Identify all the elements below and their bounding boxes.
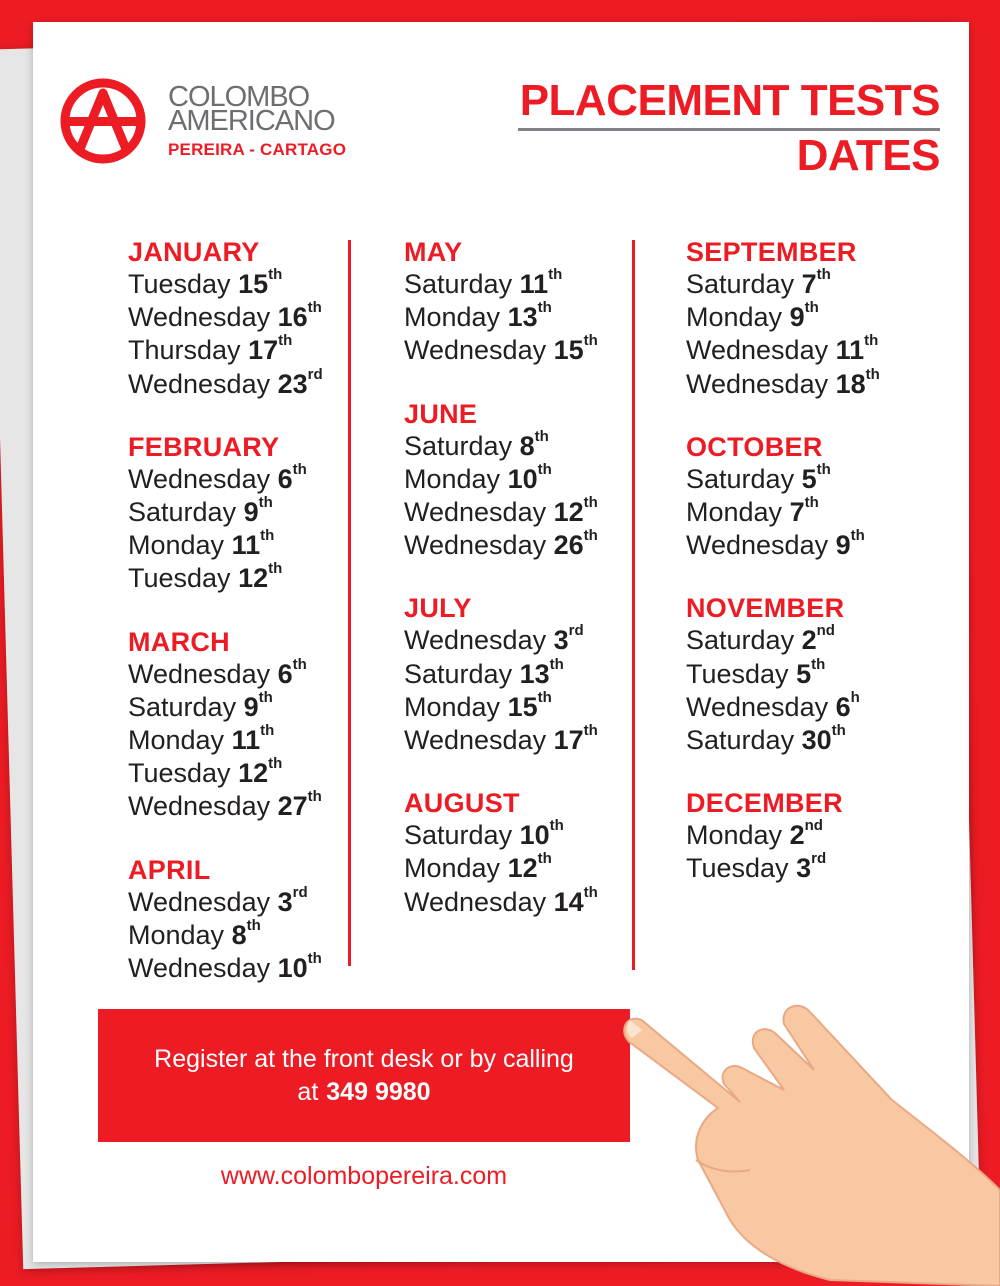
weekday: Saturday <box>686 725 795 756</box>
colombo-americano-logo-icon <box>58 75 148 167</box>
ordinal-suffix: th <box>583 494 598 512</box>
weekday: Monday <box>404 463 501 494</box>
weekday: Saturday <box>686 625 795 656</box>
ordinal-suffix: th <box>583 527 598 545</box>
date-row <box>128 952 323 985</box>
date-row <box>128 496 323 529</box>
day-number: 2 <box>789 820 805 851</box>
day-number: 17 <box>553 725 584 756</box>
date-row <box>404 334 598 367</box>
month-block <box>686 787 880 885</box>
day-number: 15 <box>238 269 269 299</box>
ordinal-suffix: nd <box>816 622 835 640</box>
ordinal-suffix: th <box>865 365 880 383</box>
ordinal-suffix: th <box>292 460 307 478</box>
column-divider-2 <box>632 240 635 970</box>
month-name: MAY <box>404 237 463 267</box>
weekday: Wednesday <box>404 530 547 561</box>
day-number: 12 <box>553 497 584 528</box>
date-row <box>404 427 598 463</box>
weekday: Wednesday <box>128 463 271 494</box>
ordinal-suffix: rd <box>811 850 827 868</box>
month-name: JANUARY <box>128 237 260 267</box>
brand-line-1: COLOMBO <box>168 81 310 113</box>
date-row <box>686 724 880 757</box>
day-number: 30 <box>801 725 832 756</box>
month-block <box>404 236 598 368</box>
ordinal-suffix: h <box>850 688 860 706</box>
brand-line-2: AMERICANO <box>168 105 335 137</box>
date-row <box>404 852 598 885</box>
weekday: Tuesday <box>128 269 231 299</box>
ordinal-suffix: th <box>831 722 846 740</box>
weekday: Saturday <box>404 820 513 851</box>
month-name: NOVEMBER <box>686 593 845 624</box>
month-name: MARCH <box>128 626 230 657</box>
date-row <box>404 724 598 757</box>
weekday: Thursday <box>128 335 241 366</box>
ordinal-suffix: th <box>268 755 283 773</box>
register-at-label: at <box>297 1078 319 1106</box>
ordinal-suffix: th <box>534 427 549 445</box>
day-number: 15 <box>507 691 538 722</box>
date-row <box>686 365 880 401</box>
column-divider-1 <box>348 240 351 966</box>
ordinal-suffix: th <box>537 688 552 706</box>
date-row <box>686 624 880 657</box>
day-number: 11 <box>835 335 865 366</box>
month-name: FEBRUARY <box>128 431 280 462</box>
day-number: 18 <box>835 368 866 399</box>
weekday: Wednesday <box>128 886 271 917</box>
ordinal-suffix: th <box>307 788 322 806</box>
date-row <box>686 268 880 301</box>
day-number: 23 <box>277 368 308 399</box>
date-row <box>128 688 323 724</box>
ordinal-suffix: th <box>260 722 275 740</box>
weekday: Wednesday <box>404 497 547 528</box>
weekday: Saturday <box>128 691 237 722</box>
weekday: Tuesday <box>686 853 789 884</box>
ordinal-suffix: th <box>804 494 819 512</box>
ordinal-suffix: th <box>864 332 879 350</box>
dates-column-3 <box>686 236 880 916</box>
month-block <box>404 398 598 563</box>
weekday: Wednesday <box>686 691 829 722</box>
register-banner <box>98 1009 630 1142</box>
weekday: Saturday <box>686 269 795 299</box>
weekday: Monday <box>404 302 501 333</box>
date-row <box>128 916 323 952</box>
day-number: 14 <box>553 886 584 917</box>
ordinal-suffix: rd <box>307 365 323 383</box>
ordinal-suffix: th <box>246 916 261 934</box>
title-line-1: PLACEMENT TESTS <box>519 76 940 125</box>
date-row <box>128 562 323 595</box>
date-row <box>686 301 880 334</box>
date-row <box>404 460 598 496</box>
weekday: Saturday <box>128 497 237 528</box>
day-number: 27 <box>277 791 308 822</box>
weekday: Saturday <box>404 269 513 299</box>
month-block <box>128 626 323 824</box>
month-name: SEPTEMBER <box>686 237 857 267</box>
month-name: DECEMBER <box>686 788 843 819</box>
day-number: 12 <box>238 563 269 594</box>
date-row <box>404 301 598 334</box>
brand-subtitle: PEREIRA - CARTAGO <box>168 140 347 159</box>
month-name: JUNE <box>404 398 478 429</box>
title-line-2: DATES <box>796 131 940 180</box>
weekday: Monday <box>686 820 783 851</box>
date-row <box>128 460 323 496</box>
day-number: 17 <box>248 335 279 366</box>
day-number: 11 <box>231 530 261 561</box>
ordinal-suffix: th <box>307 950 322 968</box>
ordinal-suffix: th <box>548 266 563 283</box>
ordinal-suffix: th <box>278 332 293 350</box>
day-number: 5 <box>796 658 812 689</box>
weekday: Wednesday <box>404 335 547 366</box>
register-phone-line <box>98 1076 630 1109</box>
ordinal-suffix: nd <box>804 817 823 835</box>
weekday: Wednesday <box>128 791 271 822</box>
day-number: 11 <box>231 725 261 756</box>
date-row <box>128 268 323 301</box>
date-row <box>128 529 323 562</box>
weekday: Monday <box>686 497 783 528</box>
month-name: APRIL <box>128 854 211 885</box>
brand-name <box>168 81 347 160</box>
weekday: Monday <box>404 853 501 884</box>
day-number: 13 <box>519 658 550 689</box>
month-block <box>128 854 323 986</box>
day-number: 3 <box>553 625 569 656</box>
weekday: Monday <box>128 919 225 950</box>
weekday: Wednesday <box>128 953 271 984</box>
date-row <box>128 334 323 367</box>
month-block <box>128 431 323 596</box>
dates-column-2 <box>404 236 598 949</box>
ordinal-suffix: th <box>816 266 831 283</box>
date-row <box>404 655 598 691</box>
ordinal-suffix: th <box>816 460 831 478</box>
weekday: Saturday <box>404 658 513 689</box>
ordinal-suffix: th <box>307 299 322 317</box>
ordinal-suffix: th <box>549 817 564 835</box>
register-text: Register at the front desk or by calling <box>154 1045 574 1073</box>
ordinal-suffix: th <box>583 332 598 350</box>
date-row <box>686 688 880 724</box>
date-row <box>686 655 880 691</box>
weekday: Tuesday <box>686 658 789 689</box>
weekday: Tuesday <box>128 563 231 594</box>
day-number: 16 <box>277 302 308 333</box>
month-block <box>686 592 880 757</box>
ordinal-suffix: th <box>537 299 552 317</box>
ordinal-suffix: th <box>537 460 552 478</box>
ordinal-suffix: th <box>583 883 598 901</box>
weekday: Monday <box>686 302 783 333</box>
month-name: OCTOBER <box>686 431 823 462</box>
date-row <box>128 655 323 691</box>
day-number: 26 <box>553 530 584 561</box>
weekday: Wednesday <box>404 886 547 917</box>
date-row <box>128 724 323 757</box>
ordinal-suffix: th <box>292 655 307 673</box>
month-block <box>128 236 323 401</box>
weekday: Saturday <box>404 430 513 461</box>
date-row <box>686 852 880 885</box>
month-block <box>404 787 598 919</box>
ordinal-suffix: rd <box>292 883 308 901</box>
page-title <box>510 76 940 180</box>
ordinal-suffix: th <box>260 527 275 545</box>
weekday: Wednesday <box>128 302 271 333</box>
date-row <box>128 757 323 790</box>
ordinal-suffix: th <box>268 560 283 578</box>
day-number: 2 <box>801 625 817 656</box>
date-row <box>686 529 880 562</box>
day-number: 6 <box>277 463 293 494</box>
phone-number: 349 9980 <box>326 1078 431 1106</box>
weekday: Wednesday <box>404 725 547 756</box>
date-row <box>128 883 323 919</box>
dates-column-1 <box>128 236 323 1015</box>
pointing-hand-icon <box>600 990 1000 1286</box>
day-number: 3 <box>277 886 293 917</box>
brand-logo <box>58 75 368 170</box>
day-number: 8 <box>519 430 535 461</box>
day-number: 11 <box>519 269 549 299</box>
ordinal-suffix: th <box>268 266 283 283</box>
day-number: 8 <box>231 919 247 950</box>
weekday: Wednesday <box>686 335 829 366</box>
day-number: 3 <box>796 853 812 884</box>
date-row <box>128 301 323 334</box>
date-row <box>404 496 598 529</box>
month-block <box>686 431 880 563</box>
date-row <box>404 688 598 724</box>
weekday: Saturday <box>686 463 795 494</box>
day-number: 7 <box>789 497 805 528</box>
weekday: Wednesday <box>128 368 271 399</box>
date-row <box>686 496 880 529</box>
ordinal-suffix: th <box>258 494 273 512</box>
date-row <box>686 334 880 367</box>
weekday: Monday <box>128 725 225 756</box>
day-number: 10 <box>507 463 538 494</box>
weekday: Tuesday <box>128 758 231 789</box>
weekday: Wednesday <box>404 625 547 656</box>
date-row <box>686 819 880 852</box>
day-number: 9 <box>243 691 259 722</box>
day-number: 9 <box>835 530 851 561</box>
day-number: 6 <box>835 691 851 722</box>
date-row <box>404 624 598 657</box>
date-row <box>128 790 323 823</box>
day-number: 10 <box>277 953 308 984</box>
weekday: Wednesday <box>686 368 829 399</box>
day-number: 15 <box>553 335 584 366</box>
day-number: 12 <box>238 758 269 789</box>
weekday: Wednesday <box>128 658 271 689</box>
date-row <box>404 529 598 562</box>
day-number: 13 <box>507 302 538 333</box>
month-block <box>404 592 598 757</box>
date-row <box>404 268 598 301</box>
day-number: 12 <box>507 853 538 884</box>
ordinal-suffix: th <box>850 527 865 545</box>
ordinal-suffix: rd <box>568 622 584 640</box>
day-number: 10 <box>519 820 550 851</box>
ordinal-suffix: th <box>811 655 826 673</box>
day-number: 6 <box>277 658 293 689</box>
month-name: AUGUST <box>404 788 520 819</box>
weekday: Monday <box>404 691 501 722</box>
month-name: JULY <box>404 593 472 624</box>
day-number: 7 <box>801 269 817 299</box>
ordinal-suffix: th <box>804 299 819 317</box>
weekday: Monday <box>128 530 225 561</box>
date-row <box>686 460 880 496</box>
date-row <box>404 819 598 852</box>
ordinal-suffix: th <box>537 850 552 868</box>
day-number: 5 <box>801 463 817 494</box>
date-row <box>128 365 323 401</box>
weekday: Wednesday <box>686 530 829 561</box>
day-number: 9 <box>243 497 259 528</box>
date-row <box>404 883 598 919</box>
ordinal-suffix: th <box>258 688 273 706</box>
day-number: 9 <box>789 302 805 333</box>
ordinal-suffix: th <box>549 655 564 673</box>
website-link[interactable]: www.colombopereira.com <box>220 1162 508 1190</box>
ordinal-suffix: th <box>583 722 598 740</box>
month-block <box>686 236 880 401</box>
